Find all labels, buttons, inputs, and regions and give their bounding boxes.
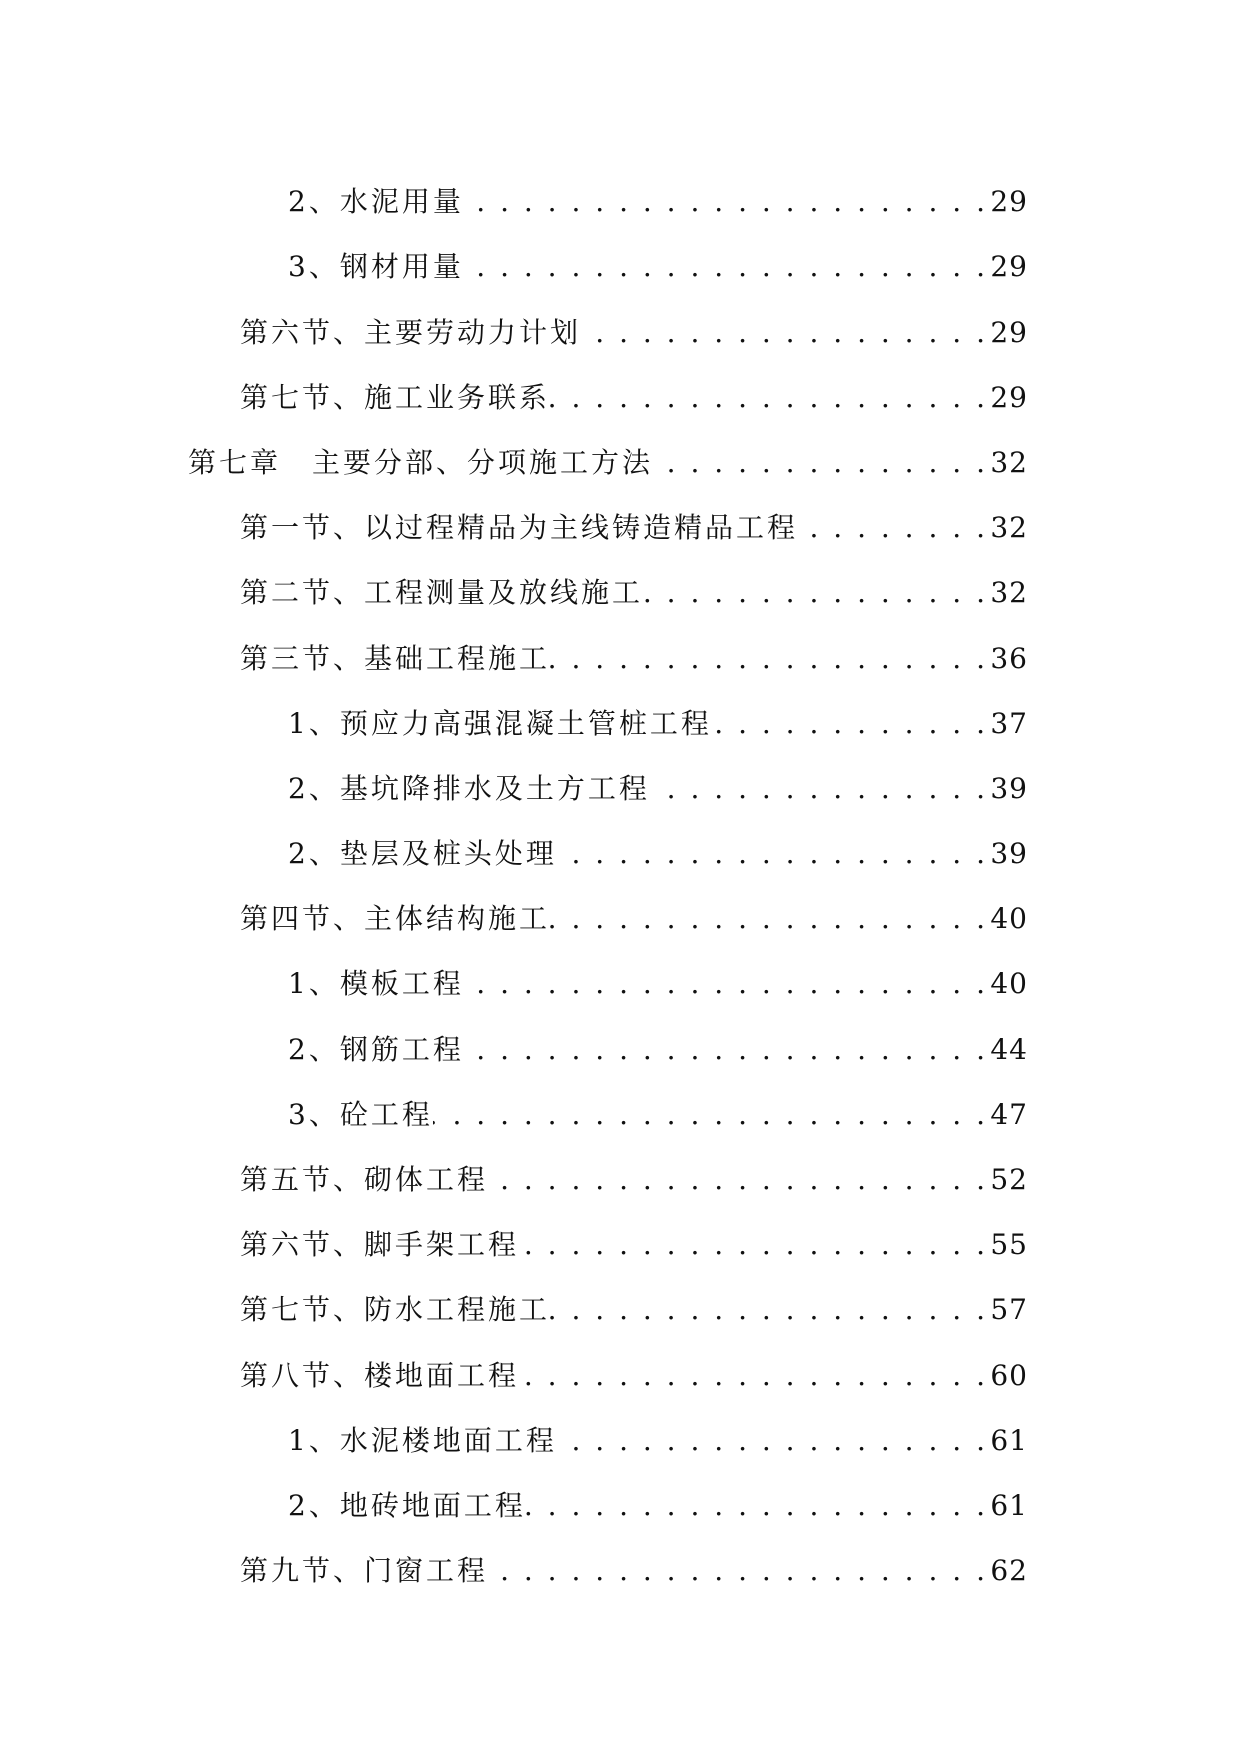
toc-page-number: 37: [990, 706, 1028, 740]
toc-entry-title: 第七节、防水工程施工: [240, 1293, 551, 1327]
toc-page-number: 40: [990, 967, 1028, 1001]
toc-page-number: 61: [990, 1488, 1028, 1522]
toc-dot-leader: [464, 966, 988, 1002]
toc-entry[interactable]: [0, 1133, 1241, 1198]
toc-entry[interactable]: [0, 481, 1241, 546]
toc-entry-title: 第四节、主体结构施工: [240, 902, 551, 936]
toc-entry[interactable]: [0, 220, 1241, 285]
toc-page-number: 39: [990, 771, 1028, 805]
toc-page-number: 29: [990, 380, 1028, 414]
toc-entry[interactable]: [0, 872, 1241, 937]
toc-dot-leader: [464, 184, 988, 220]
toc-page-number: 61: [990, 1423, 1028, 1457]
toc-page-number: 57: [990, 1293, 1028, 1327]
toc-entry-title: 2、水泥用量: [288, 185, 464, 219]
table-of-contents: [0, 155, 1241, 1589]
toc-page-number: 29: [990, 185, 1028, 219]
toc-page-number: 32: [990, 445, 1028, 479]
toc-entry[interactable]: [0, 742, 1241, 807]
toc-page-number: 36: [990, 641, 1028, 675]
toc-entry[interactable]: [0, 1002, 1241, 1067]
toc-dot-leader: [712, 706, 988, 742]
toc-page-number: 40: [990, 902, 1028, 936]
toc-dot-leader: [488, 1162, 988, 1198]
toc-dot-leader: [557, 1423, 988, 1459]
toc-entry[interactable]: [0, 1328, 1241, 1393]
toc-dot-leader: [643, 575, 988, 611]
toc-entry-title: 2、基坑降排水及土方工程: [288, 771, 650, 805]
toc-entry-title: 第七节、施工业务联系: [240, 380, 551, 414]
toc-dot-leader: [550, 1292, 988, 1328]
toc-page-number: 32: [990, 511, 1028, 545]
toc-dot-leader: [464, 249, 988, 285]
toc-page-number: 39: [990, 837, 1028, 871]
toc-entry-title: 第一节、以过程精品为主线铸造精品工程: [240, 511, 799, 545]
toc-page-number: 29: [990, 250, 1028, 284]
toc-dot-leader: [519, 1358, 988, 1394]
toc-page-number: 60: [990, 1358, 1028, 1392]
toc-dot-leader: [550, 380, 988, 416]
toc-dot-leader: [526, 1488, 988, 1524]
toc-dot-leader: [433, 1097, 988, 1133]
toc-entry-title: 第六节、主要劳动力计划: [240, 315, 582, 349]
toc-page-number: 44: [990, 1032, 1028, 1066]
toc-entry-title: 第九节、门窗工程: [240, 1554, 489, 1588]
toc-entry[interactable]: [0, 1459, 1241, 1524]
toc-entry-title: 1、模板工程: [288, 967, 464, 1001]
toc-entry-title: 3、砼工程: [288, 1097, 433, 1131]
toc-page-number: 55: [990, 1228, 1028, 1262]
toc-entry-title: 3、钢材用量: [288, 250, 464, 284]
toc-entry[interactable]: [0, 416, 1241, 481]
toc-entry[interactable]: [0, 285, 1241, 350]
toc-entry-title: 1、水泥楼地面工程: [288, 1423, 557, 1457]
toc-dot-leader: [581, 315, 988, 351]
toc-dot-leader: [650, 771, 988, 807]
toc-page-number: 47: [990, 1097, 1028, 1131]
toc-entry[interactable]: [0, 351, 1241, 416]
toc-entry[interactable]: [0, 677, 1241, 742]
toc-dot-leader: [464, 1032, 988, 1068]
toc-entry[interactable]: [0, 807, 1241, 872]
toc-entry[interactable]: [0, 1263, 1241, 1328]
toc-dot-leader: [550, 901, 988, 937]
toc-entry-title: 第八节、楼地面工程: [240, 1358, 520, 1392]
toc-dot-leader: [557, 836, 988, 872]
toc-entry-title: 1、预应力高强混凝土管桩工程: [288, 706, 712, 740]
toc-entry[interactable]: [0, 611, 1241, 676]
toc-entry[interactable]: [0, 1068, 1241, 1133]
toc-dot-leader: [488, 1553, 988, 1589]
toc-entry-title: 第五节、砌体工程: [240, 1163, 489, 1196]
toc-dot-leader: [550, 641, 988, 677]
toc-entry-title: 第六节、脚手架工程: [240, 1228, 520, 1262]
toc-entry[interactable]: [0, 1394, 1241, 1459]
toc-entry-title: 第七章 主要分部、分项施工方法: [188, 445, 654, 479]
toc-entry-title: 第三节、基础工程施工: [240, 641, 551, 675]
toc-dot-leader: [519, 1227, 988, 1263]
toc-entry[interactable]: [0, 546, 1241, 611]
toc-page-number: 52: [990, 1163, 1028, 1196]
toc-entry[interactable]: [0, 155, 1241, 220]
toc-entry[interactable]: [0, 1524, 1241, 1589]
toc-page-number: 32: [990, 576, 1028, 610]
toc-dot-leader: [653, 445, 988, 481]
toc-page-number: 29: [990, 315, 1028, 349]
toc-entry-title: 第二节、工程测量及放线施工: [240, 576, 644, 610]
toc-entry[interactable]: [0, 937, 1241, 1002]
toc-dot-leader: [798, 510, 988, 546]
toc-page-number: 62: [990, 1554, 1028, 1588]
toc-entry-title: 2、垫层及桩头处理: [288, 837, 557, 871]
toc-entry[interactable]: [0, 1198, 1241, 1263]
toc-entry-title: 2、钢筋工程: [288, 1032, 464, 1066]
toc-entry-title: 2、地砖地面工程: [288, 1488, 526, 1522]
